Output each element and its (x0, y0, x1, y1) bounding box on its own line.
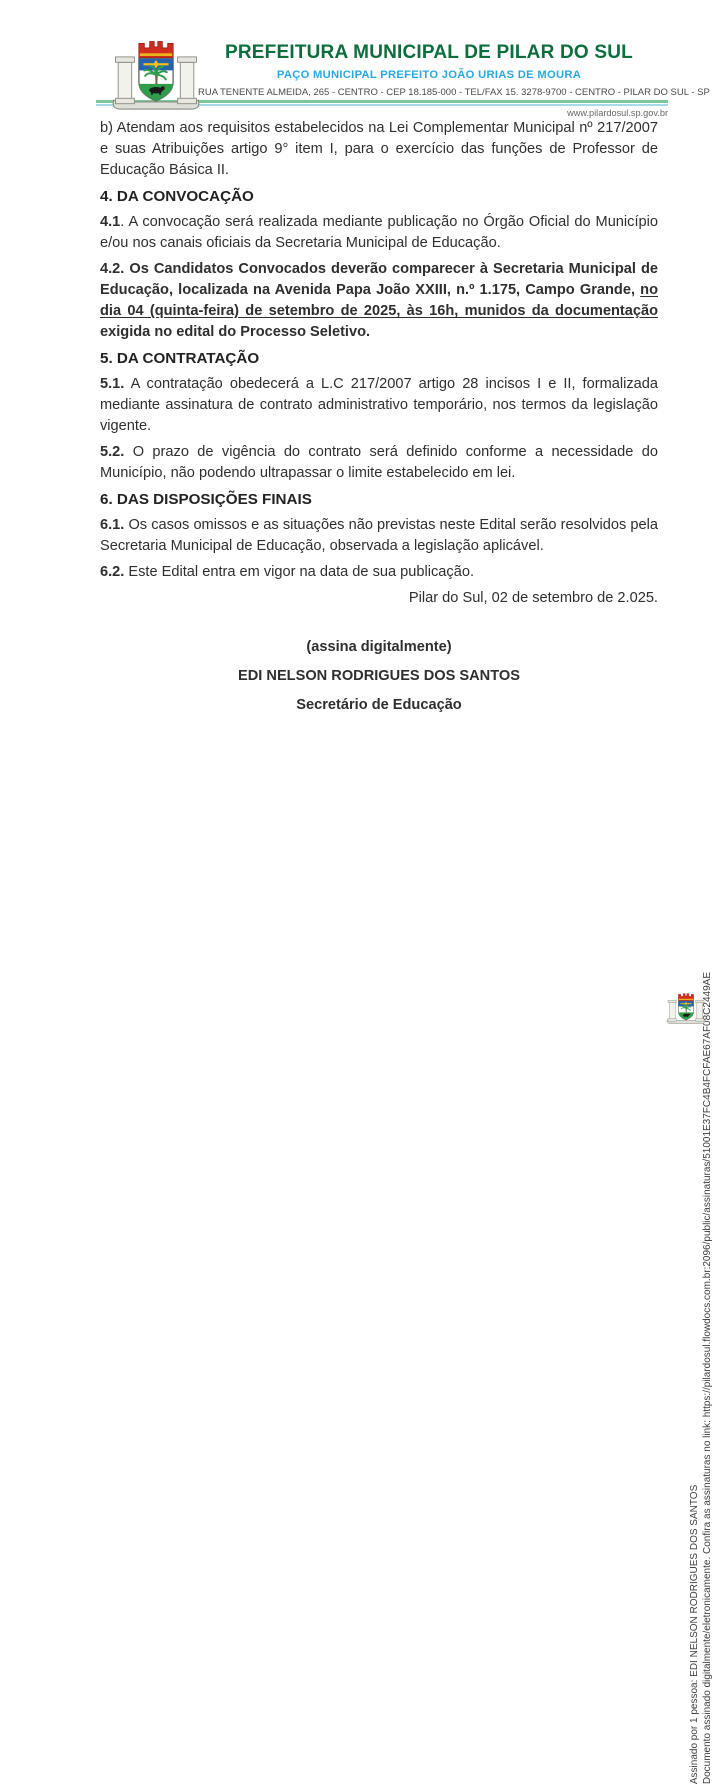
paragraph-5-1-text: A contratação obedecerá a L.C 217/2007 artigo 28 incisos I e II, formalizada mediante assinatura de contrato administrativo temporário, nos termos da legislação vigente. (100, 376, 658, 434)
footer-coat-of-arms-logo (666, 986, 706, 1030)
header-address: RUA TENENTE ALMEIDA, 265 - CENTRO - CEP 18.185-000 - TEL/FAX 15. 3278-9700 - CENTRO - PILAR DO SUL - SP (198, 87, 710, 98)
paragraph-4-2 (100, 259, 658, 343)
section-heading-contratacao: 5. DA CONTRATAÇÃO (100, 350, 260, 367)
paragraph-4-1 (100, 212, 658, 254)
section-heading-disposicoes-finais: 6. DAS DISPOSIÇÕES FINAIS (100, 491, 312, 508)
paragraph-6-2 (100, 562, 658, 583)
paragraph-4-1-number: 4.1 (100, 214, 121, 230)
paragraph-6-1-number: 6.1. (100, 517, 125, 533)
paragraph-5-1 (100, 374, 658, 437)
paragraph-5-2 (100, 442, 658, 484)
digital-signature-sidebar (688, 972, 714, 1784)
paragraph-4-1-text: . A convocação será realizada mediante publicação no Órgão Oficial do Município e/ou nos canais oficiais da Secretaria Municipal de Educação. (100, 214, 658, 251)
sidebar-verification-link-line: Documento assinado digitalmente/eletronicamente. Confira as assinaturas no link: https://pilardosul.flowdocs.com.br:2096/public/assinaturas/51001E37FC4B4FCFAE67AF08C2449AE (702, 972, 713, 1784)
paragraph-5-2-number: 5.2. (100, 444, 125, 460)
paragraph-5-2-text: O prazo de vigência do contrato será definido conforme a necessidade do Município, não podendo ultrapassar o limite estabelecido em lei. (100, 444, 658, 481)
paragraph-4-2-tail: exigida no edital do Processo Seletivo. (100, 324, 371, 340)
paragraph-4-2-lead: 4.2. Os Candidatos Convocados deverão comparecer à Secretaria Municipal de Educação, localizada na Avenida Papa João XXIII, n.º 1.175, Campo Grande, (100, 261, 658, 298)
signature-role: Secretário de Educação (296, 697, 462, 713)
header-website-url: www.pilardosul.sp.gov.br (567, 108, 668, 118)
dateline: Pilar do Sul, 02 de setembro de 2.025. (408, 590, 658, 606)
section-heading-convocacao: 4. DA CONVOCAÇÃO (100, 188, 254, 205)
header-subtitle: PAÇO MUNICIPAL PREFEITO JOÃO URIAS DE MOURA (276, 69, 582, 81)
paragraph-requisitos: b) Atendam aos requisitos estabelecidos na Lei Complementar Municipal nº 217/2007 e suas Atribuições artigo 9° item I, para o exercício das funções de Professor de Educação Básica II. (100, 120, 658, 178)
header-title: PREFEITURA MUNICIPAL DE PILAR DO SUL (225, 42, 633, 63)
paragraph-5-1-number: 5.1. (100, 376, 125, 392)
sidebar-signed-by-line: Assinado por 1 pessoa: EDI NELSON RODRIGUES DOS SANTOS (689, 1484, 700, 1784)
municipal-coat-of-arms-logo (111, 35, 201, 113)
document-body (100, 118, 658, 721)
paragraph-6-2-text: Este Edital entra em vigor na data de sua publicação. (124, 564, 474, 580)
paragraph-4-2-underlined-date: no dia 04 (quinta-feira) de setembro de 2025, às 16h, munidos da documentação (100, 282, 658, 319)
paragraph-6-2-number: 6.2. (100, 564, 125, 580)
signature-digital-note: (assina digitalmente) (306, 639, 452, 655)
paragraph-6-1 (100, 515, 658, 557)
signature-name: EDI NELSON RODRIGUES DOS SANTOS (238, 668, 520, 684)
paragraph-6-1-text: Os casos omissos e as situações não previstas neste Edital serão resolvidos pela Secretaria Municipal de Educação, observada a legislação aplicável. (100, 517, 658, 554)
